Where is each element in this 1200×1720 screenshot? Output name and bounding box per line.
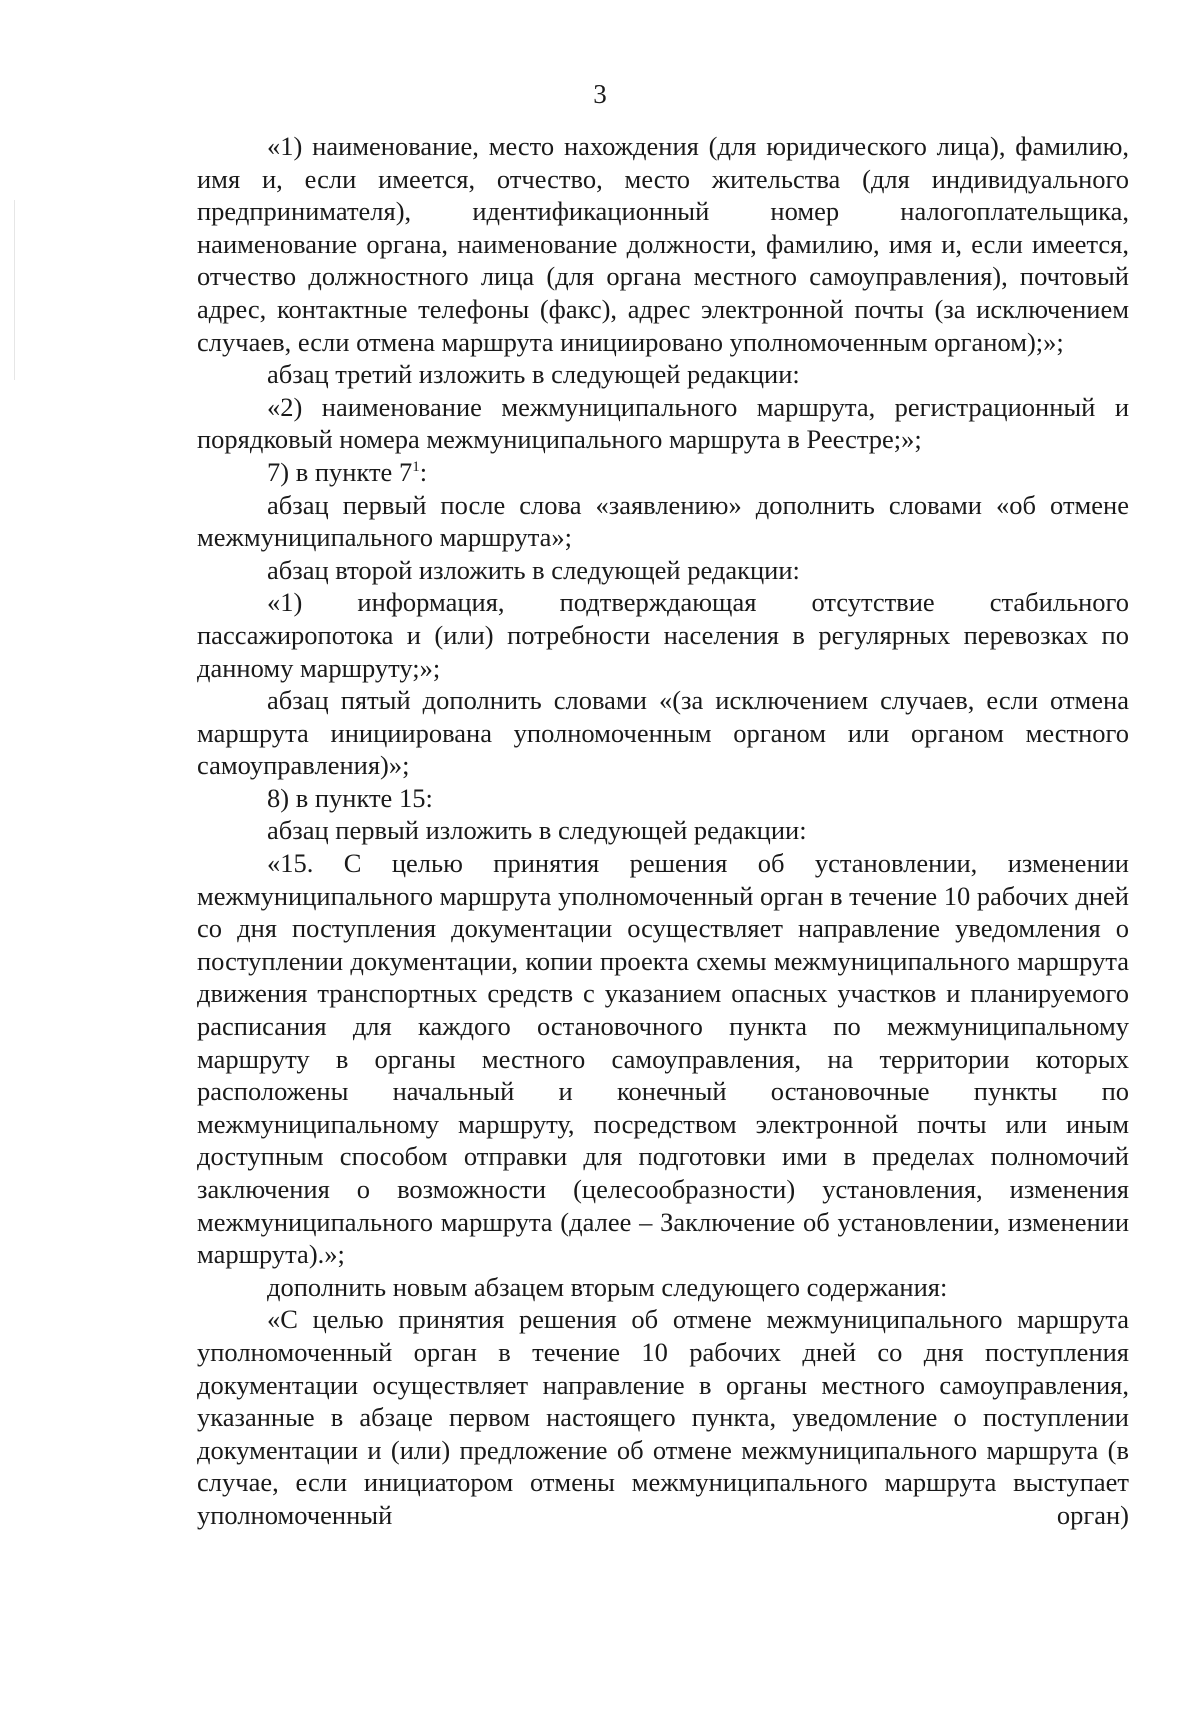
- paragraph-abzac-vtoroy: абзац второй изложить в следующей редакции:: [267, 554, 800, 585]
- paragraph-item-15-text: «15. С целью принятия решения об установлении, изменении межмуниципального маршрута уполномоченный орган в течение 10 рабочих дней со дня поступления документации осуществляет направление уведомления о поступлении документации, копии проекта схемы межмуниципального маршрута движения транспортных средств с указанием опасных участков и планируемого расписания для каждого остановочного пункта по межмуниципальному маршруту в органы местного самоуправления, на территории которых расположены начальный и конечный остановочные пункты по межмуниципальному маршруту, посредством электронной почты или иным доступным способом отправки для подготовки ими в пределах полномочий заключения о возможности (целесообразности) установления, изменения межмуниципального маршрута (далее – Заключение об установлении, изменении маршрута).»;: [197, 848, 1129, 1270]
- paragraph-novyi-abzac: дополнить новым абзацем вторым следующего содержания:: [267, 1271, 948, 1302]
- item-7-text: 7) в пункте 7: [267, 456, 413, 487]
- item-7-superscript: 1: [412, 459, 420, 476]
- paragraph-item-7-heading: [197, 456, 1129, 489]
- scan-margin-mark: [14, 200, 15, 380]
- paragraph-item-8-heading: 8) в пункте 15:: [267, 782, 433, 813]
- paragraph-otmena-marshruta: «С целью принятия решения об отмене межмуниципального маршрута уполномоченный орган в течение 10 рабочих дней со дня поступления документации осуществляет направление в органы местного самоуправления, указанные в абзаце первом настоящего пункта, уведомление о поступлении документации и (или) предложение об отмене межмуниципального маршрута (в случае, если инициатором отмены межмуниципального маршрута выступает уполномоченный орган): [197, 1304, 1129, 1530]
- paragraph-item-1-text: «1) наименование, место нахождения (для юридического лица), фамилию, имя и, если имеется, отчество, место жительства (для индивидуального предпринимателя), идентификационный номер налогоплательщика, наименование органа, наименование должности, фамилию, имя и, если имеется, отчество должностного лица (для органа местного самоуправления), почтовый адрес, контактные телефоны (факс), адрес электронной почты (за исключением случаев, если отмена маршрута инициировано уполномоченным органом);»;: [197, 131, 1129, 357]
- paragraph-abzac-tretiy: абзац третий изложить в следующей редакции:: [267, 359, 800, 390]
- paragraph-abzac-perviy-redakciya: абзац первый изложить в следующей редакции:: [267, 815, 807, 846]
- page-number: 3: [593, 79, 607, 109]
- paragraph-abzac-pyatiy: абзац пятый дополнить словами «(за исключением случаев, если отмена маршрута инициирована уполномоченным органом или органом местного самоуправления)»;: [197, 685, 1129, 781]
- document-body: [197, 130, 1129, 1532]
- item-7-suffix: :: [419, 456, 428, 487]
- paragraph-abzac-perviy-zayavleniyu: абзац первый после слова «заявлению» дополнить словами «об отмене межмуниципального маршрута»;: [197, 489, 1129, 553]
- paragraph-item-2-text: «2) наименование межмуниципального маршрута, регистрационный и порядковый номера межмуниципального маршрута в Реестре;»;: [197, 391, 1129, 455]
- paragraph-informaciya: «1) информация, подтверждающая отсутствие стабильного пассажиропотока и (или) потребности населения в регулярных перевозках по данному маршруту;»;: [197, 587, 1129, 683]
